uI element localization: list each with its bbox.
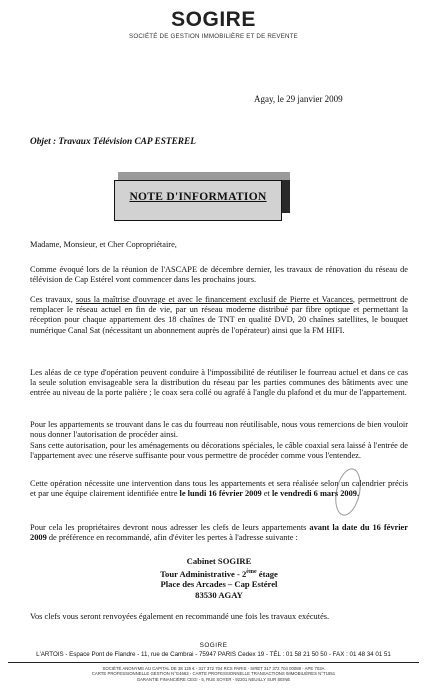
- subject-line: Objet : Travaux Télévision CAP ESTEREL: [30, 137, 196, 147]
- postal-address: [30, 556, 408, 600]
- address-tower: Tour Administrative - 2: [160, 568, 247, 579]
- company-subtitle: SOCIÉTÉ DE GESTION IMMOBILIÈRE ET DE REVENTE: [129, 33, 298, 40]
- closing-line: Vos clefs vous seront renvoyées également en recommandé une fois les travaux exécutés.: [30, 612, 330, 621]
- paragraph-risks: Les aléas de ce type d'opération peuvent conduire à l'impossibilité de réutiliser le fourreau actuel et dans ce cas la seule solution envisageable sera la distribution du réseau par les parties communes des bâtiments avec une entrée au niveau de la porte palière ; le coax sera collé ou agrafé à l'angle du plafond et du mur de l'appartement.: [30, 368, 408, 398]
- footer-legal: [10, 666, 417, 682]
- footer-legal-1: SOCIÉTÉ ANONYME AU CAPITAL DE 38 125 € - 317 372 704 RCS PARIS - SIRET 317 372 704 00088 - APE 703A: [102, 666, 325, 671]
- footer-legal-2: CARTE PROFESSIONNELLE GESTION N°G4663 - CARTE PROFESSIONNELLE TRANSACTIONS IMMOBILIÈRES N°T1851: [91, 671, 336, 677]
- address-line-2: [30, 567, 408, 579]
- schedule-start: le lundi 16 février 2009: [179, 489, 262, 499]
- paragraph-intro: Comme évoqué lors de la réunion de l'ASCAPE de décembre dernier, les travaux de rénovation du réseau de télévision de Cap Estérel vont commencer dans les prochains jours.: [30, 265, 408, 285]
- works-lead: Ces travaux,: [30, 295, 73, 304]
- keys-instructions: de préférence en recommandé, afin d'éviter les pertes à l'adresse suivante :: [48, 533, 298, 543]
- paragraph-authorization: Pour les appartements se trouvant dans le cas du fourreau non réutilisable, nous vous remercions de bien vouloir nous donner l'autorisation de procéder ainsi.: [30, 420, 408, 440]
- paragraph-works: [30, 295, 408, 336]
- footer-company: SOGIRE: [199, 642, 228, 649]
- footer-divider: [8, 662, 419, 663]
- keys-text: Pour cela les propriétaires devront nous adresser les clefs de leurs appartements: [30, 523, 307, 532]
- date-line: Agay, le 29 janvier 2009: [254, 94, 343, 104]
- footer-address: L'ARTOIS - Espace Pont de Flandre - 11, rue de Cambrai - 75947 PARIS Cedex 19 - TÉL : 01 58 21 50 50 - FAX : 01 48 34 01 51: [36, 651, 391, 658]
- works-details: , permettront de remplacer le réseau actuel en fin de vie, par un réseau moderne distribué par fibre optique et permettant la réception pour chaque appartement des 18 chaînes de TNT en qualité DVD, 20 chaînes satellites, le bouquet numérique Canal Sat (nécessitant un abonnement auprès de l'opérateur) ainsi que la FM HIFI.: [30, 295, 409, 335]
- address-line-3: Place des Arcades – Cap Estérel: [160, 579, 278, 590]
- paragraph-schedule: [30, 479, 408, 499]
- schedule-text: Cette opération nécessite une intervention dans tous les appartements et sera réalisée selon un calendrier précis et par une équipe clairement identifiée entre: [30, 479, 408, 499]
- note-title: NOTE D'INFORMATION: [129, 191, 267, 203]
- schedule-end: le vendredi 6 mars 2009.: [271, 489, 360, 499]
- keys-deadline: avant la date du 16 février 2009: [30, 523, 408, 543]
- address-line-1: Cabinet SOGIRE: [186, 556, 252, 566]
- works-ownership: sous la maîtrise d'ouvrage et avec le financement exclusif de Pierre et Vacances: [75, 295, 353, 304]
- address-line-4: 83530 AGAY: [195, 589, 243, 600]
- address-floor: étage: [258, 568, 278, 579]
- address-floor-sup: ème: [246, 568, 257, 575]
- paragraph-without-authorization: Sans cette autorisation, pour les aménagements ou décorations spéciales, le câble coaxial sera laissé à l'entrée de l'appartement avec une réserve suffisante pour vous permettre de procéder comme vous l'entendez.: [30, 441, 408, 461]
- paragraph-keys: [30, 523, 408, 543]
- title-box-top: [118, 172, 290, 180]
- schedule-and: et: [263, 489, 270, 499]
- salutation: Madame, Monsieur, et Cher Copropriétaire,: [30, 240, 177, 249]
- footer-legal-3: GARANTIE FINANCIÈRE CEGI - 5, RUE SOYER - 92201 NEUILLY SUR SEINE: [136, 676, 291, 682]
- company-logo: SOGIRE: [171, 8, 256, 31]
